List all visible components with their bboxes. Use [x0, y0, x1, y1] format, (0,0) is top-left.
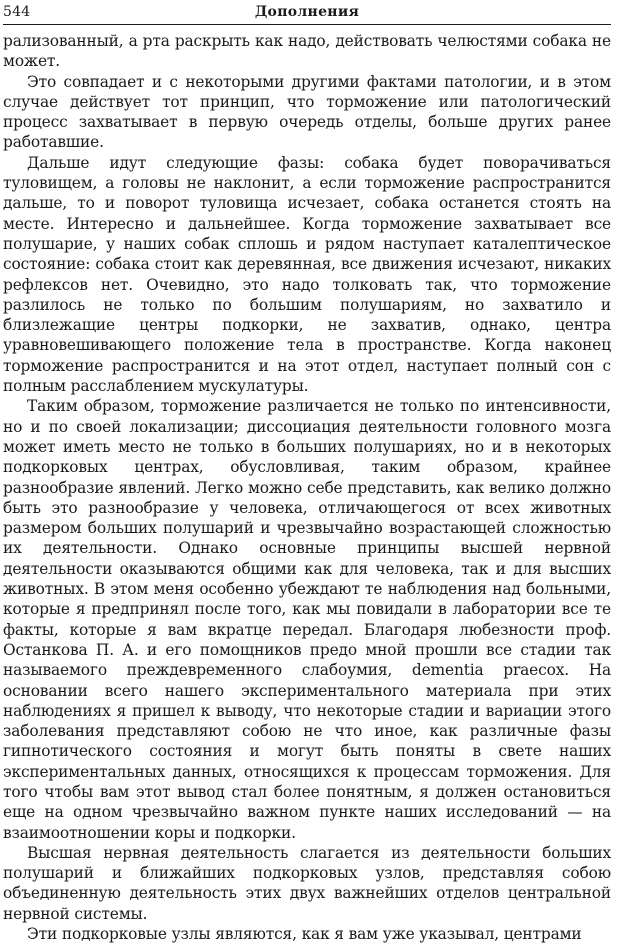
- page-header: [3, 2, 611, 25]
- book-page: [3, 0, 611, 944]
- paragraph: Дальше идут следующие фазы: собака будет поворачиваться туловищем, а головы не наклонит, а если торможение распространится дальше, то и поворот туловища исчезает, собака останется стоять на месте. Интересно и дальнейшее. Когда торможение захватывает все полушарие, у наших собак сплошь и рядом наступает каталептическое состояние: собака стоит как деревянная, все движения исчезают, никаких рефлексов нет. Очевидно, это надо толковать так, что торможение разлилось не только по большим полушариям, но захватило и близлежащие центры подкорки, не захватив, однако, центра уравновешивающего положение тела в пространстве. Когда наконец торможение распространится и на этот отдел, наступает полный сон с полным расслаблением мускулатуры.: [3, 153, 611, 396]
- page-number: 544: [3, 4, 31, 20]
- paragraph: Таким образом, торможение различается не только по интенсивности, но и по своей локализации; диссоциация деятельности головного мозга может иметь место не только в больших полушариях, но и в некоторых подкорковых центрах, обусловливая, таким образом, крайнее разнообразие явлений. Легко можно себе представить, как велико должно быть это разнообразие у человека, отличающегося от всех животных размером больших полушарий и чрезвычайно возрастающей сложностью их деятельности. Однако основные принципы высшей нервной деятельности оказываются общими как для человека, так и для высших животных. В этом меня особенно убеждают те наблюдения над больными, которые я предпринял после того, как мы повидали в лаборатории все те факты, которые я вам вкратце передал. Благодаря любезности проф. Останкова П. А. и его помощников предо мной прошли все стадии так называемого преждевременного слабоумия, dementia praecox. На основании всего нашего экспериментального материала при этих наблюдениях я пришел к выводу, что некоторые стадии и вариации этого заболевания представляют собою не что иное, как различные фазы гипнотического состояния и могут быть поняты в свете наших экспериментальных данных, относящихся к процессам торможения. Для того чтобы вам этот вывод стал более понятным, я должен остановиться еще на одном чрезвычайно важном пункте наших исследований — на взаимоотношении коры и подкорки.: [3, 397, 611, 842]
- paragraph: Высшая нервная деятельность слагается из деятельности больших полушарий и ближайших подкорковых узлов, представляя собою объединенную деятельность этих двух важнейших отделов центральной нервной системы.: [3, 843, 611, 923]
- running-title: Дополнения: [254, 4, 360, 20]
- paragraph-last: Эти подкорковые узлы являются, как я вам уже указывал, центрами: [27, 925, 582, 944]
- paragraph: Это совпадает и с некоторыми другими фактами патологии, и в этом случае действует тот принцип, что торможение или патологический процесс захватывает в первую очередь отделы, больше других ранее работавшие.: [3, 72, 611, 152]
- paragraph-continued: рализованный, а рта раскрыть как надо, действовать челюстями собака не может.: [3, 32, 611, 71]
- body-text: [3, 31, 611, 944]
